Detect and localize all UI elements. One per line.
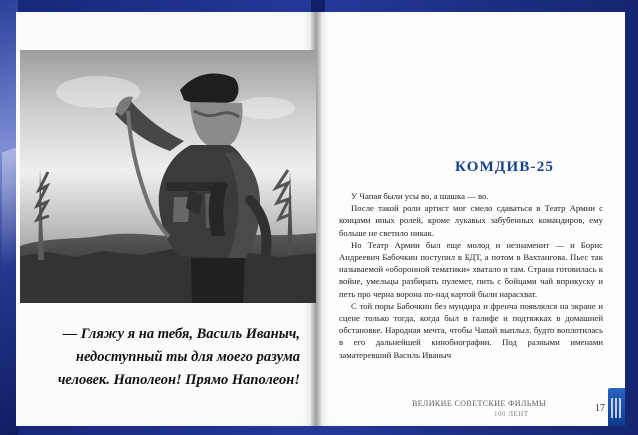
article-body-text: [339, 190, 603, 361]
body-paragraph: После такой роли артист мог смело сдаваться в Театр Армии с концами иных ролей, кроме лукавых забубенных командиров, ему больше не светило никак.: [339, 203, 603, 238]
background-glare: [2, 147, 17, 272]
book-footer: [412, 399, 592, 429]
film-still-photo: [20, 50, 316, 303]
page-number: 17: [595, 403, 605, 414]
photo-caption-quote: [24, 323, 300, 392]
spine-top-shadow: [311, 0, 325, 12]
film-still-illustration: [20, 50, 316, 303]
footer-subtitle: 100 ЛЕНТ: [494, 410, 529, 418]
caption-line: недоступный ты для моего разума: [75, 349, 300, 365]
page-tab-pattern: [609, 398, 623, 418]
body-paragraph: С той поры Бабочкин без мундира и френча появлялся на экране и сцене только тогда, когда был в галифе и подтяжках в домашней обстановке. Народная мечта, чтобы Чапай выплыл, будто воплотилась в его дальнейшей кинобиографии. Под разными именами заматеревший Василь Иваныч: [339, 300, 603, 360]
chapter-heading: КОМДИВ-25: [455, 159, 555, 175]
caption-line: — Гляжу я на тебя, Василь Иваныч,: [62, 326, 300, 342]
caption-line: человек. Наполеон! Прямо Наполеон!: [57, 372, 300, 388]
body-paragraph: У Чапая были усы во, а шашка — во.: [351, 191, 489, 201]
footer-title: ВЕЛИКИЕ СОВЕТСКИЕ ФИЛЬМЫ: [412, 399, 547, 408]
body-paragraph: Но Театр Армии был еще молод и незнаменит — и Борис Андреевич Бабочкин поступил в БДТ, а потом в Вахтангова. Пьес так называемой «оборонной тематики» хватало и там. Страна готовилась к войне, умельцы разбирать пулемет, пить с бойцами чай вприкуску и петь про черна ворона по-над картой были нарасхват.: [339, 239, 603, 299]
